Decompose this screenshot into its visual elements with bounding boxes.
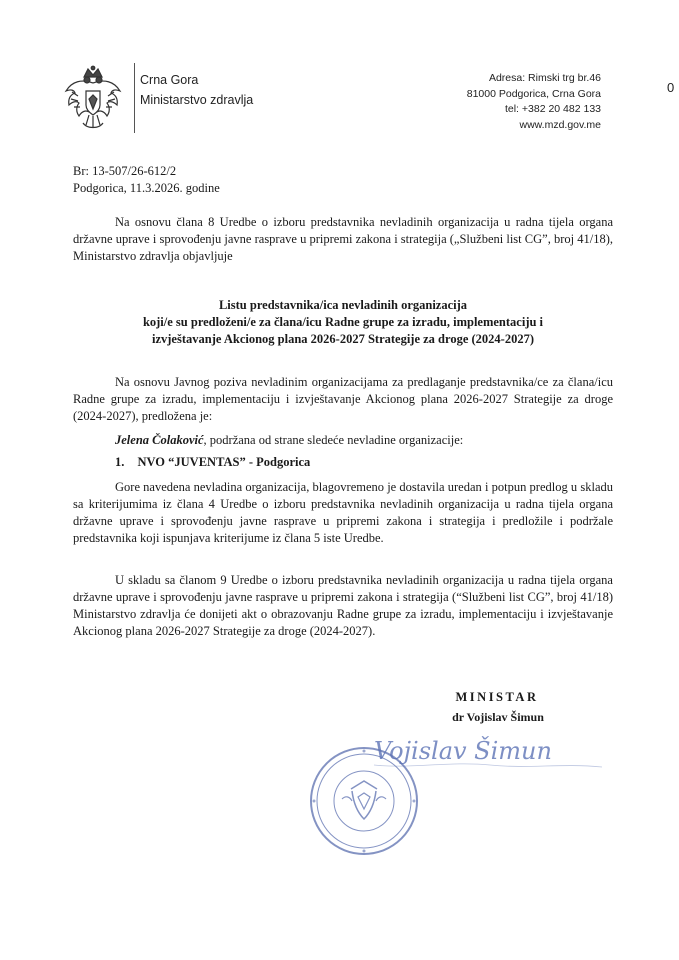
contact-city: 81000 Podgorica, Crna Gora — [466, 87, 601, 100]
signature-role: MINISTAR — [455, 690, 539, 704]
header-divider — [134, 63, 135, 133]
contact-address: Adresa: Rimski trg br.46 — [488, 72, 601, 84]
edge-mark: 0 — [667, 80, 675, 95]
list-item — [115, 455, 310, 470]
contact-block — [381, 71, 601, 133]
list-item-text: NVO “JUVENTAS” - Podgorica — [137, 455, 311, 469]
signature-handwriting: Vojislav Šimun — [374, 737, 552, 765]
contact-phone: tel: +382 20 482 133 — [504, 103, 601, 115]
body-paragraph-2: Gore navedena nevladina organizacija, blagovremeno je dostavila uredan i potpun predlog u skladu sa kriterijumima iz člana 4 Uredbe o izboru predstavnika nevladinih organizacija u radna tijela organa državne uprave i sprovođenju javne rasprave u pripremi zakona i strategija i predložile i podržale predstavnika koji ispunjava kriterijume iz člana 5 iste Uredbe. — [73, 480, 613, 545]
coat-of-arms-icon — [62, 65, 124, 131]
reference-place-date: Podgorica, 11.3.2026. godine — [73, 181, 220, 195]
reference-number: Br: 13-507/26-612/2 — [73, 164, 177, 178]
official-stamp-icon — [308, 745, 420, 857]
title-line-2: koji/e su predloženi/e za člana/icu Radne grupe za izradu, implementaciju i — [142, 315, 544, 329]
candidate-rest: , podržana od strane sledeće nevladine organizacije: — [203, 433, 464, 447]
intro-paragraph: Na osnovu člana 8 Uredbe o izboru predstavnika nevladinih organizacija u radna tijela organa državne uprave i sprovođenju javne rasprave u pripremi zakona i strategija („Službeni list CG”, broj 41/18), Ministarstvo zdravlja objavljuje — [73, 215, 613, 263]
title-line-1: Listu predstavnika/ica nevladinih organizacija — [218, 298, 468, 312]
body-paragraph-1: Na osnovu Javnog poziva nevladinim organizacijama za predlaganje predstavnika/ce za člana/icu Radne grupe za izradu, implementaciju i izvještavanje Akcionog plana 2026-2027 Strategije za droge (2024-2027), predložena je: — [73, 375, 613, 423]
body-paragraph-3: U skladu sa članom 9 Uredbe o izboru predstavnika nevladinih organizacija u radna tijela organa državne uprave i sprovođenju javne rasprave u pripremi zakona i strategija (“Službeni list CG”, broj 41/18) Ministarstvo zdravlja će donijeti akt o obrazovanju Radne grupe za izradu, implementaciju i izvještavanje Akcionog plana 2026-2027 Strategije za droge (2024-2027). — [73, 573, 613, 638]
contact-web: www.mzd.gov.me — [519, 118, 601, 131]
country-name: Crna Gora — [140, 73, 199, 87]
document-title — [73, 297, 613, 348]
ministry-label: Ministarstvo zdravlja — [140, 93, 254, 107]
candidate-name: Jelena Čolaković — [115, 433, 204, 447]
reference-block — [73, 163, 220, 197]
ministry-name — [140, 70, 253, 110]
list-number: 1. — [115, 455, 125, 469]
signature-name: dr Vojislav Šimun — [452, 710, 544, 724]
title-line-3: izvještavanje Akcionog plana 2026-2027 Strategije za droge (2024-2027) — [151, 332, 534, 346]
candidate-line — [115, 432, 615, 449]
letterhead — [62, 63, 292, 133]
